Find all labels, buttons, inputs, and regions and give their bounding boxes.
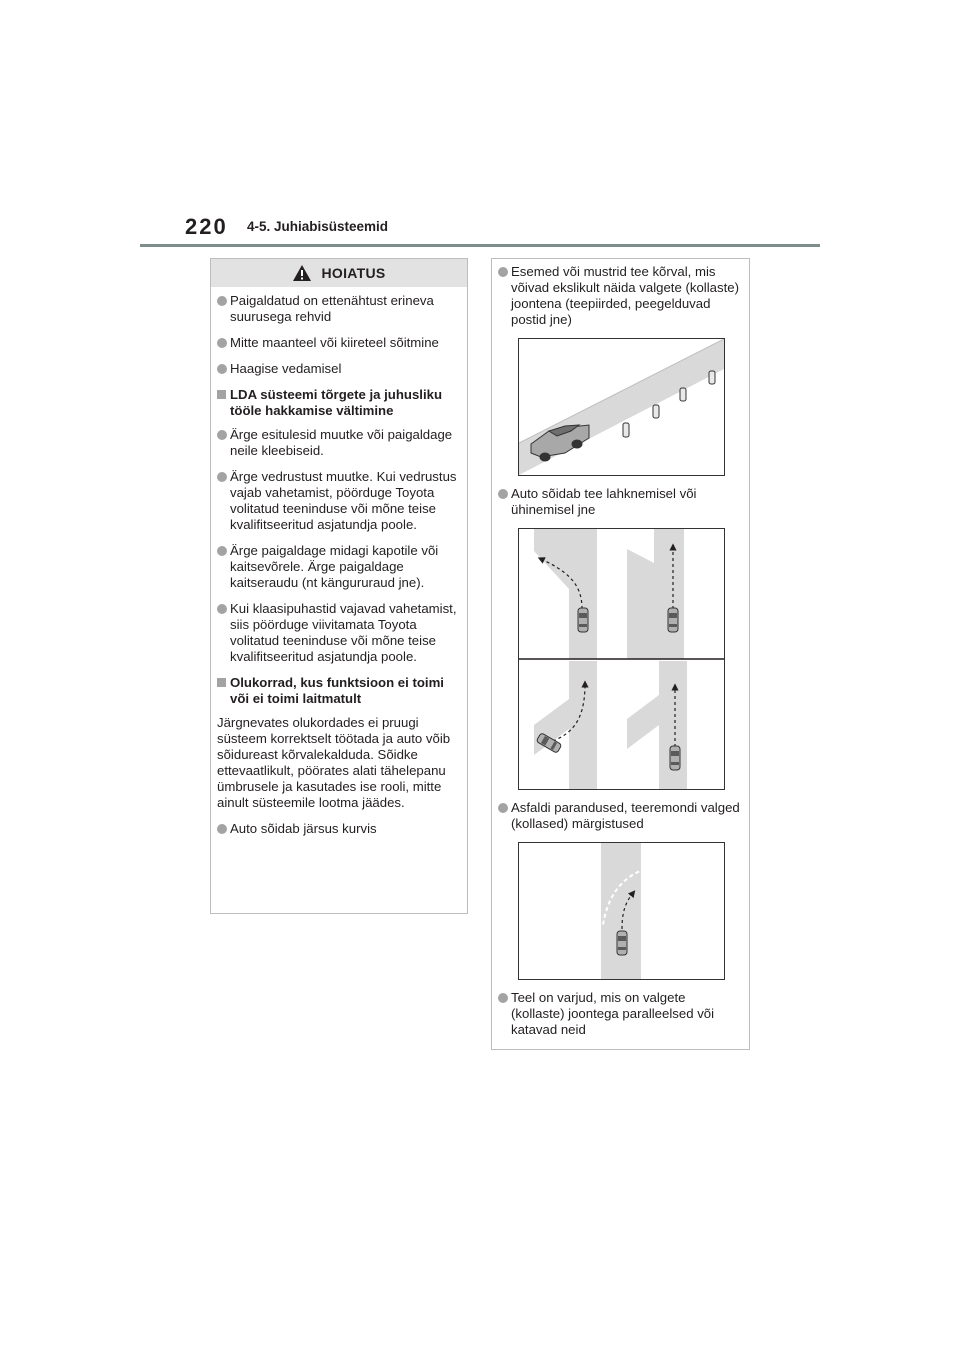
warning-header xyxy=(211,259,467,287)
list-item: Paigaldatud on ettenähtust erineva suurusega rehvid xyxy=(217,293,459,325)
warning-triangle-icon xyxy=(292,264,312,282)
list-item: Auto sõidab järsus kurvis xyxy=(217,821,459,837)
list-item: Ärge vedrustust muutke. Kui vedrustus vajab vahetamist, pöörduge Toyota volitatud teeninduse või mõne teise kvalifitseeritud asjatundja poole. xyxy=(217,469,459,533)
header-rule xyxy=(140,244,820,247)
page-number: 220 xyxy=(185,214,228,239)
list-item: Esemed või mustrid tee kõrval, mis võivad ekslikult näida valgete (kollaste) joontena (teepiirded, peegelduvad postid jne) xyxy=(498,264,741,328)
bullet-icon xyxy=(498,993,508,1003)
bullet-icon xyxy=(498,489,508,499)
roadside-posts-illustration xyxy=(519,339,724,475)
list-item: Auto sõidab tee lahknemisel või ühinemisel jne xyxy=(498,486,741,518)
bullet-icon xyxy=(498,803,508,813)
bullet-icon xyxy=(217,338,227,348)
subheading-situations: Olukorrad, kus funktsioon ei toimi või ei toimi laitmatult xyxy=(217,675,459,707)
figure-roadside-posts xyxy=(518,338,725,476)
car-icon xyxy=(617,931,627,955)
branching-roads-illustration xyxy=(519,529,724,789)
bullet-icon xyxy=(217,472,227,482)
list-item: Asfaldi parandused, teeremondi valged (kollased) märgistused xyxy=(498,800,741,832)
bullet-icon xyxy=(217,364,227,374)
list-item: Ärge esitulesid muutke või paigaldage neile kleebiseid. xyxy=(217,427,459,459)
situations-paragraph: Järgnevates olukordades ei pruugi süsteem korrektselt töötada ja auto võib sõidureast kõrvalekalduda. Sõidke ettevaatlikult, pöörates alati tähelepanu ümbrusele ja kasutades ise rooli, mitte ainult süsteemile lootma jäädes. xyxy=(217,715,451,810)
subheading-lda: LDA süsteemi tõrgete ja juhusliku tööle hakkamise vältimine xyxy=(217,387,459,419)
bullet-icon xyxy=(217,546,227,556)
list-item: Mitte maanteel või kiireteel sõitmine xyxy=(217,335,459,351)
figure-branching-roads xyxy=(518,528,725,790)
car-icon xyxy=(531,425,589,461)
bullet-icon xyxy=(217,430,227,440)
list-item: Kui klaasipuhastid vajavad vahetamist, siis pöörduge viivitamata Toyota volitatud teeninduse või mõne teise kvalifitseeritud asjatundja poole. xyxy=(217,601,459,665)
list-item: Teel on varjud, mis on valgete (kollaste) joontega paralleelsed või katavad neid xyxy=(498,990,741,1038)
section-title: 4-5. Juhiabisüsteemid xyxy=(247,219,389,234)
figure-road-repairs xyxy=(518,842,725,980)
bullet-icon xyxy=(498,267,508,277)
bullet-icon xyxy=(217,604,227,614)
square-bullet-icon xyxy=(217,390,226,399)
list-item: Haagise vedamisel xyxy=(217,361,459,377)
bullet-icon xyxy=(217,824,227,834)
square-bullet-icon xyxy=(217,678,226,687)
warning-box xyxy=(210,258,468,914)
continuation-box xyxy=(491,258,750,1050)
bullet-icon xyxy=(217,296,227,306)
warning-title: HOIATUS xyxy=(321,265,386,281)
road-repairs-illustration xyxy=(519,843,724,979)
list-item: Ärge paigaldage midagi kapotile või kaitsevõrele. Ärge paigaldage kaitseraudu (nt kängururaud jne). xyxy=(217,543,459,591)
